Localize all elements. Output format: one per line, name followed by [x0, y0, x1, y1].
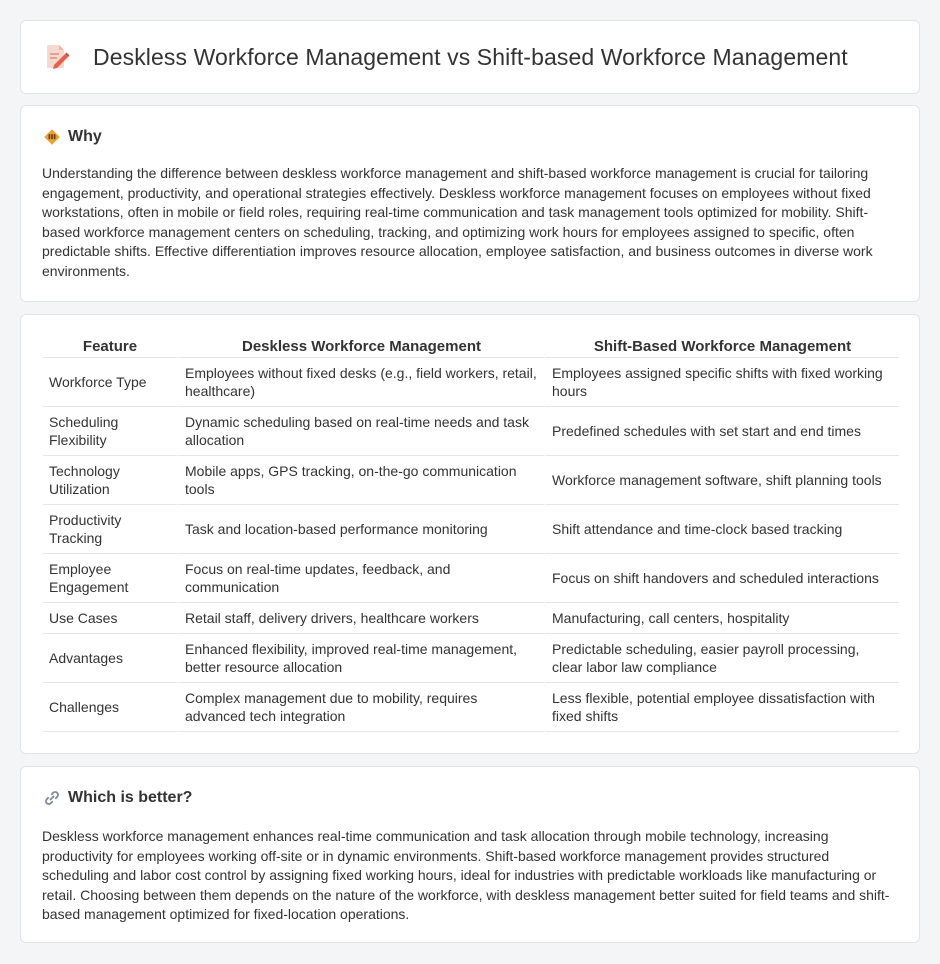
shift-based-cell: Predictable scheduling, easier payroll processing, clear labor law compliance — [544, 634, 899, 683]
shift-based-cell: Manufacturing, call centers, hospitality — [544, 603, 899, 634]
deskless-cell: Complex management due to mobility, requires advanced tech integration — [177, 683, 544, 732]
table-row — [43, 554, 899, 603]
table-header-row — [43, 335, 899, 358]
table-row — [43, 634, 899, 683]
table-row — [43, 407, 899, 456]
why-heading: Why — [68, 128, 102, 145]
which-is-better-card — [20, 766, 920, 943]
feature-cell: Scheduling Flexibility — [43, 407, 177, 456]
link-icon — [43, 789, 61, 807]
feature-cell: Advantages — [43, 634, 177, 683]
why-paragraph: Understanding the difference between deskless workforce management and shift-based workforce management is crucial for tailoring engagement, productivity, and operational strategies effectively. Deskless workforce management focuses on employees without fixed workstations, often in mobile or field roles, requiring real-time communication and task management tools optimized for mobility. Shift-based workforce management centers on scheduling, tracking, and optimizing work hours for employees assigned to specific, often predictable shifts. Effective differentiation improves resource allocation, employee satisfaction, and business outcomes in diverse work environments. — [42, 165, 873, 279]
shift-based-cell: Shift attendance and time-clock based tracking — [544, 505, 899, 554]
why-card — [20, 105, 920, 302]
document-pencil-icon — [45, 43, 69, 71]
deskless-cell: Dynamic scheduling based on real-time needs and task allocation — [177, 407, 544, 456]
deskless-cell: Focus on real-time updates, feedback, and communication — [177, 554, 544, 603]
column-header-feature: Feature — [43, 335, 177, 358]
table-row — [43, 358, 899, 407]
page-title: Deskless Workforce Management vs Shift-based Workforce Management — [93, 43, 848, 70]
feature-cell: Workforce Type — [43, 358, 177, 407]
deskless-cell: Employees without fixed desks (e.g., field workers, retail, healthcare) — [177, 358, 544, 407]
deskless-cell: Task and location-based performance monitoring — [177, 505, 544, 554]
column-header-shift-based: Shift-Based Workforce Management — [544, 335, 899, 358]
deskless-cell: Mobile apps, GPS tracking, on-the-go communication tools — [177, 456, 544, 505]
warning-sign-icon — [43, 128, 61, 146]
title-card — [20, 20, 920, 94]
shift-based-cell: Predefined schedules with set start and end times — [544, 407, 899, 456]
feature-cell: Use Cases — [43, 603, 177, 634]
feature-cell: Technology Utilization — [43, 456, 177, 505]
feature-cell: Productivity Tracking — [43, 505, 177, 554]
which-is-better-paragraph: Deskless workforce management enhances real-time communication and task allocation through mobile technology, increasing productivity for employees working off-site or in dynamic environments. Shift-based workforce management provides structured scheduling and labor cost control by assigning fixed working hours, ideal for industries with predictable workloads like manufacturing or retail. Choosing between them depends on the nature of the workforce, with deskless management better suited for field teams and shift-based management optimized for fixed-location operations. — [42, 828, 890, 923]
shift-based-cell: Employees assigned specific shifts with fixed working hours — [544, 358, 899, 407]
shift-based-cell: Focus on shift handovers and scheduled interactions — [544, 554, 899, 603]
deskless-cell: Enhanced flexibility, improved real-time management, better resource allocation — [177, 634, 544, 683]
feature-cell: Challenges — [43, 683, 177, 732]
shift-based-cell: Less flexible, potential employee dissatisfaction with fixed shifts — [544, 683, 899, 732]
table-row — [43, 505, 899, 554]
table-row — [43, 683, 899, 732]
table-row — [43, 456, 899, 505]
deskless-cell: Retail staff, delivery drivers, healthcare workers — [177, 603, 544, 634]
which-is-better-heading: Which is better? — [68, 789, 193, 806]
column-header-deskless: Deskless Workforce Management — [177, 335, 544, 358]
feature-cell: Employee Engagement — [43, 554, 177, 603]
comparison-table — [43, 335, 899, 732]
comparison-card — [20, 314, 920, 754]
table-row — [43, 603, 899, 634]
shift-based-cell: Workforce management software, shift planning tools — [544, 456, 899, 505]
